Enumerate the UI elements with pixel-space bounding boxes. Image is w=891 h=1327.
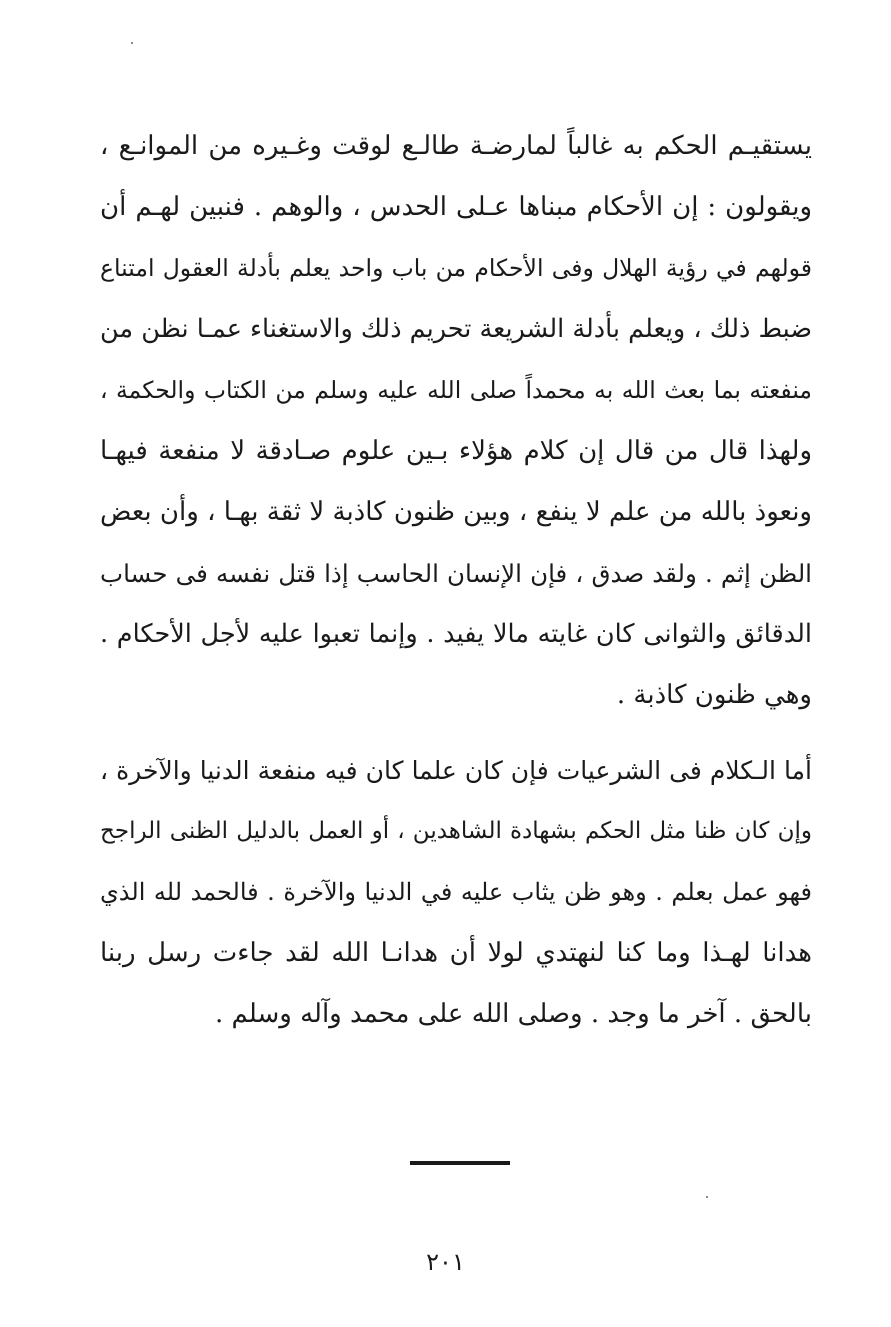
paragraph-line: ضبط ذلك ، ويعلم بأدلة الشريعة تحريم ذلك والاستغناء عمـا نظن من: [100, 314, 812, 344]
paper-speck: [131, 42, 133, 44]
paragraph-line: الظن إثم . ولقد صدق ، فإن الإنسان الحاسب إذا قتل نفسه فى حساب: [100, 559, 812, 588]
section-end-rule: [410, 1161, 510, 1165]
page-number: ٢٠١: [426, 1248, 465, 1276]
paragraph-line: وإن كان ظنا مثل الحكم بشهادة الشاهدين ، أو العمل بالدليل الظنى الراجح: [100, 818, 812, 844]
paragraph-line: ويقولون : إن الأحكام مبناها عـلى الحدس ، والوهم . فنبين لهـم أن: [100, 192, 812, 222]
paragraph-line: يستقيـم الحكم به غالباً لمارضـة طالـع لوقت وغـيره من الموانـع ،: [100, 131, 812, 161]
paragraph-line: وهي ظنون كاذبة .: [616, 680, 812, 710]
paragraph-line: أما الـكلام فى الشرعيات فإن كان علما كان فيه منفعة الدنيا والآخرة ،: [100, 756, 812, 785]
paragraph-line: بالحق . آخر ما وجد . وصلى الله على محمد وآله وسلم .: [215, 999, 812, 1029]
paragraph-line: قولهم في رؤية الهلال وفى الأحكام من باب واحد يعلم بأدلة العقول امتناع: [100, 254, 812, 282]
paragraph-1: [100, 116, 812, 726]
paragraph-line: هدانا لهـذا وما كنا لنهتدي لولا أن هدانـا الله لقد جاءت رسل ربنا: [100, 938, 812, 968]
paragraph-line: ولهذا قال من قال إن كلام هؤلاء بـين علوم صـادقة لا منفعة فيهـا: [100, 436, 812, 466]
paragraph-2: [100, 740, 812, 1045]
paragraph-line: فهو عمل بعلم . وهو ظن يثاب عليه في الدنيا والآخرة . فالحمد لله الذي: [100, 878, 812, 906]
paragraph-line: ونعوذ بالله من علم لا ينفع ، وبين ظنون كاذبة لا ثقة بهـا ، وأن بعض: [100, 497, 812, 527]
paper-speck: [706, 1196, 708, 1198]
paragraph-line: منفعته بما بعث الله به محمداً صلى الله عليه وسلم من الكتاب والحكمة ،: [100, 376, 812, 404]
paragraph-line: الدقائق والثوانى كان غايته مالا يفيد . وإنما تعبوا عليه لأجل الأحكام .: [100, 619, 812, 649]
